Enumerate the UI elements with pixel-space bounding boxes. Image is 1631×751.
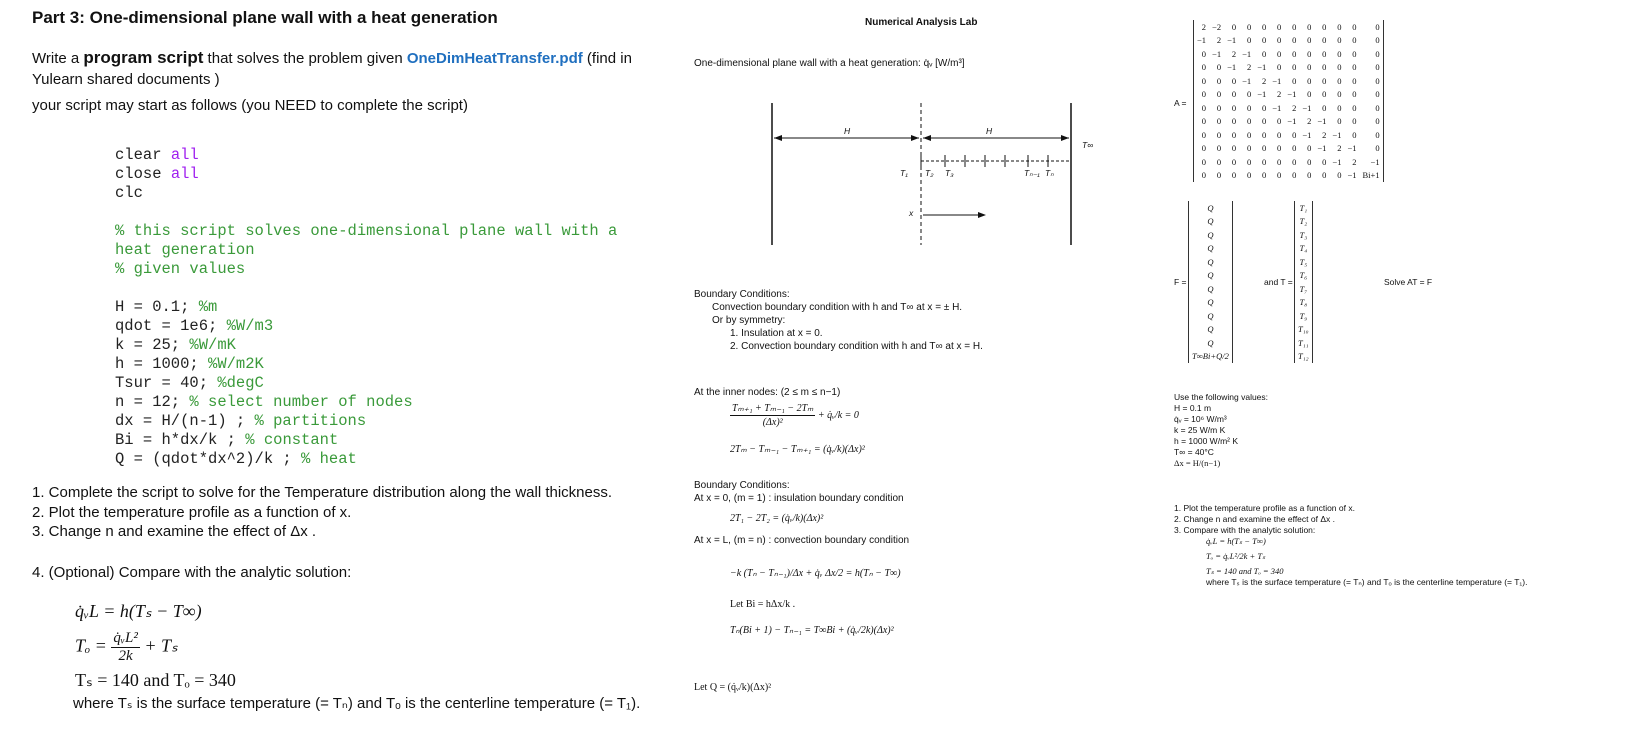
bc-block: Boundary Conditions: Convection boundary condition with h and T∞ at x = ± H. Or by symmetry: 1. Insulation at x = 0. 2. Convection boundary condition with h and T∞ at x = H. xyxy=(694,289,983,352)
matrix-A-cell: 2 xyxy=(1337,143,1342,154)
matrix-A-cell: 0 xyxy=(1216,143,1222,154)
matrix-A-cell: 0 xyxy=(1292,35,1297,46)
matrix-A-cell: 0 xyxy=(1216,75,1222,86)
matrix-A-cell: 0 xyxy=(1307,89,1312,100)
inner-eq-2: 2Tₘ − Tₘ₋₁ − Tₘ₊₁ = (q̇ᵥ/k)(Δx)² xyxy=(730,444,865,455)
matrix-A-cell: 0 xyxy=(1352,102,1357,113)
intro-bold: program script xyxy=(83,48,204,67)
F-label: F = xyxy=(1174,277,1187,287)
matrix-A-row xyxy=(1194,101,1384,115)
bc-final-eq: Tₙ(Bi + 1) − Tₙ₋₁ = T∞Bi + (q̇ᵥ/2k)(Δx)² xyxy=(730,625,894,636)
intro-line2: Yulearn shared documents ) xyxy=(32,71,220,88)
matrix-A-cell: 0 xyxy=(1277,62,1282,73)
matrix-A-cell: 0 xyxy=(1307,170,1312,181)
matrix-A-row xyxy=(1194,47,1384,61)
matrix-A-cell: 0 xyxy=(1292,75,1297,86)
vector-T-entry: T₁₂ xyxy=(1298,351,1309,362)
matrix-A-cell: 0 xyxy=(1201,62,1207,73)
inner-eq-1: $\frac{\text{Tₘ₊₁ + Tₘ₋₁ − 2Tₘ}}{\text{(Δx)²}}$ + q̇ᵥ/k = 0 xyxy=(732,403,859,428)
matrix-A-cell: 0 xyxy=(1201,89,1207,100)
matrix-A-cell: 0 xyxy=(1375,21,1380,32)
matrix-A-cell: 0 xyxy=(1201,48,1207,59)
matrix-A-cell: 0 xyxy=(1292,48,1297,59)
label-H-right: H xyxy=(986,126,993,136)
matrix-A-cell: 0 xyxy=(1337,21,1342,32)
let-bi: Let Bi = hΔx/k . xyxy=(730,599,796,610)
matrix-A-cell: −1 xyxy=(1242,48,1252,59)
matrix-A-cell: −1 xyxy=(1257,62,1267,73)
matrix-A-cell: 0 xyxy=(1277,21,1282,32)
matrix-A-cell: 0 xyxy=(1337,35,1342,46)
matrix-A-cell: 0 xyxy=(1246,21,1252,32)
bc-x0: At x = 0, (m = 1) : insulation boundary condition xyxy=(694,493,904,504)
vector-F xyxy=(1188,201,1233,363)
intro-pre: Write a xyxy=(32,50,84,67)
matrix-A-cell: 0 xyxy=(1277,35,1282,46)
matrix-A-cell: 0 xyxy=(1216,156,1222,167)
matrix-A-cell: 0 xyxy=(1352,48,1357,59)
matrix-A-cell: 0 xyxy=(1277,116,1282,127)
matrix-A-cell: 0 xyxy=(1322,170,1327,181)
matrix-A-cell: 0 xyxy=(1322,89,1327,100)
matrix-A-cell: 0 xyxy=(1375,48,1380,59)
solve-label: Solve AT = F xyxy=(1384,277,1433,287)
matrix-A-cell: 0 xyxy=(1201,156,1207,167)
matrix-A-cell: 0 xyxy=(1352,35,1357,46)
vector-F-entry: Q xyxy=(1207,256,1214,267)
matrix-A-cell: 0 xyxy=(1307,48,1312,59)
matrix-A-cell: 2 xyxy=(1216,35,1222,46)
matrix-A-cell: 0 xyxy=(1261,170,1267,181)
vector-F-entry: Q xyxy=(1207,337,1214,348)
vector-F-entry: Q xyxy=(1207,297,1214,308)
matrix-A-row xyxy=(1194,34,1384,48)
analytic-eq-1: q̇ᵥL = h(Tₛ − T∞) xyxy=(75,601,202,621)
matrix-A-cell: 0 xyxy=(1246,143,1252,154)
matrix-A-cell: 0 xyxy=(1337,89,1342,100)
matrix-A-cell: 0 xyxy=(1261,156,1267,167)
matrix-A-cell: −1 xyxy=(1212,48,1222,59)
matrix-A-cell: 0 xyxy=(1216,129,1222,140)
matrix-A-cell: 0 xyxy=(1375,89,1380,100)
matrix-A-cell: 0 xyxy=(1322,75,1327,86)
matrix-A-cell: 0 xyxy=(1307,75,1312,86)
A-label: A = xyxy=(1174,98,1187,108)
node-T1: T₁ xyxy=(900,168,908,178)
vector-F-entry: Q xyxy=(1207,324,1214,335)
right-tasks: 1. Plot the temperature profile as a function of x. 2. Change n and examine the effect of Δx . 3. Compare with the analytic solution: q̇ᵥL = h(Tₛ − T∞) Tₒ = q̇ᵥL²/2k + Tₛ Tₛ = 140 and Tₒ = 340 where Tₛ is the surface temperature (= Tₙ) and Tₒ is the centerline temperature (= T₁). xyxy=(1174,503,1528,587)
matrix-A-cell: 0 xyxy=(1337,75,1342,86)
matrix-A-cell: 0 xyxy=(1246,116,1252,127)
matrix-A-cell: 0 xyxy=(1352,75,1357,86)
matrix-A-cell: 0 xyxy=(1292,143,1297,154)
matrix-A-cell: 2 xyxy=(1307,116,1312,127)
matrix-A-row xyxy=(1194,128,1384,142)
matrix-A-cell: 0 xyxy=(1375,129,1380,140)
node-T3: T₃ xyxy=(945,168,954,178)
matrix-A-row xyxy=(1194,155,1384,169)
matrix-A-cell: 0 xyxy=(1231,89,1237,100)
matrix-A-cell: −1 xyxy=(1257,89,1267,100)
label-Tinf: T∞ xyxy=(1082,140,1094,150)
matrix-A-cell: 0 xyxy=(1337,62,1342,73)
matrix-A-cell: 0 xyxy=(1246,35,1252,46)
node-Tn-1: Tₙ₋₁ xyxy=(1024,168,1040,178)
analytic-where: where Tₛ is the surface temperature (= Tₙ) and Tₒ is the centerline temperature (= T₁). xyxy=(73,695,641,712)
matrix-A-cell: 0 xyxy=(1246,89,1252,100)
matrix-A-cell: 0 xyxy=(1231,156,1237,167)
matrix-A-cell: 0 xyxy=(1246,102,1252,113)
matrix-A-cell: 0 xyxy=(1375,143,1380,154)
vector-F-entry: Q xyxy=(1207,216,1214,227)
vector-F-entry: Q xyxy=(1207,283,1214,294)
matrix-A-cell: −1 xyxy=(1317,143,1327,154)
node-T2: T₂ xyxy=(925,168,934,178)
matrix-A-cell: 0 xyxy=(1246,156,1252,167)
matrix-A-cell: 0 xyxy=(1292,170,1297,181)
values-block: Use the following values: H = 0.1 m q̇ᵥ = 10⁶ W/m³ k = 25 W/m K h = 1000 W/m² K T∞ = 40°C Δx = H/(n−1) xyxy=(1174,392,1269,468)
matrix-A-cell: 2 xyxy=(1231,48,1237,59)
matrix-A-cell: −1 xyxy=(1242,75,1252,86)
andT-label: and T = xyxy=(1264,277,1293,287)
lab-title: Numerical Analysis Lab xyxy=(865,17,978,28)
matrix-A-cell: 0 xyxy=(1322,62,1327,73)
code-block: clear all close all clc % this script solves one-dimensional plane wall with a heat generation % given values H = 0.1; %m qdot = 1e6; %W/m3 k = 25; %W/mK h = 1000; %W/m2K Tsur = 40; %degC n = 12; % select number of nodes dx = H/(n-1) ; % partitions Bi = h*dx/k ; % constant Q = (qdot*dx^2)/k ; % heat xyxy=(115,146,618,468)
task-1: 1. Complete the script to solve for the Temperature distribution along the wall thickness. xyxy=(32,484,613,501)
bc2-title: Boundary Conditions: xyxy=(694,480,790,491)
matrix-A-cell: 0 xyxy=(1231,143,1237,154)
label-H-left: H xyxy=(844,126,851,136)
intro-paragraph xyxy=(32,47,682,90)
matrix-A-cell: −1 xyxy=(1332,156,1342,167)
matrix-A-cell: 0 xyxy=(1261,48,1267,59)
matrix-A-cell: 0 xyxy=(1201,129,1207,140)
bc-xL: At x = L, (m = n) : convection boundary condition xyxy=(694,535,910,546)
matrix-A-cell: 0 xyxy=(1292,21,1297,32)
matrix-A-cell: 0 xyxy=(1261,102,1267,113)
vector-F-entry: Q xyxy=(1207,202,1214,213)
matrix-A-row xyxy=(1194,61,1384,75)
matrix-A-cell: 0 xyxy=(1307,143,1312,154)
lab-subtitle: One-dimensional plane wall with a heat generation: q̇ᵥ [W/m³] xyxy=(694,58,965,69)
matrix-A-cell: 0 xyxy=(1261,116,1267,127)
task-list xyxy=(32,483,612,542)
analytic-eq-3: Tₛ = 140 and Tₒ = 340 xyxy=(75,670,236,690)
page-title: Part 3: One-dimensional plane wall with a heat generation xyxy=(32,8,498,27)
matrix-A-cell: 0 xyxy=(1231,170,1237,181)
matrix-A-cell: 0 xyxy=(1292,129,1297,140)
matrix-A-cell: 2 xyxy=(1352,156,1357,167)
matrix-A-cell: −1 xyxy=(1302,129,1312,140)
intro-mid: that solves the problem given xyxy=(203,50,407,67)
matrix-A-cell: 0 xyxy=(1246,129,1252,140)
vector-T xyxy=(1294,201,1313,363)
matrix-A-cell: 0 xyxy=(1307,21,1312,32)
vector-F-entry: Q xyxy=(1207,310,1214,321)
matrix-A-cell: Bi+1 xyxy=(1362,170,1380,181)
matrix-A-cell: 0 xyxy=(1216,89,1222,100)
matrix-A-cell: 0 xyxy=(1322,102,1327,113)
vector-T-entry: T₅ xyxy=(1299,256,1308,267)
vector-T-entry: T₈ xyxy=(1299,297,1308,308)
vector-T-entry: T₇ xyxy=(1299,283,1308,294)
node-Tn: Tₙ xyxy=(1045,168,1054,178)
vector-T-entry: T₃ xyxy=(1299,229,1308,240)
vector-T-entry: T₉ xyxy=(1299,310,1308,321)
vector-T-entry: T₁₀ xyxy=(1298,324,1309,335)
matrix-A-cell: 0 xyxy=(1216,170,1222,181)
matrix-A-cell: 2 xyxy=(1246,62,1252,73)
matrix-A-cell: 2 xyxy=(1261,75,1267,86)
matrix-A-cell: 0 xyxy=(1352,62,1357,73)
vector-T-entry: T₂ xyxy=(1299,216,1308,227)
matrix-A-cell: 0 xyxy=(1352,116,1357,127)
matrix-A-cell: −1 xyxy=(1347,170,1357,181)
matrix-A-cell: 0 xyxy=(1231,102,1237,113)
matrix-A-cell: 0 xyxy=(1201,116,1207,127)
matrix-A-cell: −2 xyxy=(1212,21,1222,32)
matrix-A-cell: 0 xyxy=(1307,156,1312,167)
matrix-A-cell: 0 xyxy=(1277,129,1282,140)
matrix-A-cell: −1 xyxy=(1287,116,1297,127)
inner-nodes-label: At the inner nodes: (2 ≤ m ≤ n−1) xyxy=(694,387,841,398)
matrix-A-cell: 0 xyxy=(1375,35,1380,46)
matrix-A-cell: −1 xyxy=(1347,143,1357,154)
matrix-A-cell: 0 xyxy=(1375,62,1380,73)
matrix-A-cell: 0 xyxy=(1307,35,1312,46)
matrix-A-cell: −1 xyxy=(1370,156,1380,167)
analytic-eq-2: Tₒ = $\frac{\text{q̇ᵥL²}}{2k}$ + Tₛ xyxy=(75,630,178,664)
matrix-A-cell: 0 xyxy=(1216,102,1222,113)
intro-line3: your script may start as follows (you NEED to complete the script) xyxy=(32,97,468,114)
matrix-A-cell: 0 xyxy=(1201,75,1207,86)
matrix-A-cell: 0 xyxy=(1231,116,1237,127)
matrix-A-row xyxy=(1194,169,1384,183)
matrix-A-cell: −1 xyxy=(1317,116,1327,127)
matrix-A-cell: 0 xyxy=(1261,129,1267,140)
label-x: x xyxy=(909,208,914,218)
matrix-A-cell: 0 xyxy=(1375,75,1380,86)
matrix-A-cell: 0 xyxy=(1322,21,1327,32)
matrix-A-cell: 0 xyxy=(1337,48,1342,59)
vector-F-entry: Q xyxy=(1207,243,1214,254)
matrix-A-cell: 0 xyxy=(1201,170,1207,181)
matrix-A-cell: 0 xyxy=(1231,21,1237,32)
matrix-A-cell: 0 xyxy=(1352,21,1357,32)
matrix-A-cell: 0 xyxy=(1352,129,1357,140)
matrix-A xyxy=(1193,20,1384,182)
matrix-A-cell: 0 xyxy=(1322,48,1327,59)
task-3: 3. Change n and examine the effect of Δx . xyxy=(32,523,317,540)
matrix-A-cell: 0 xyxy=(1216,62,1222,73)
bc-xL-eq: −k (Tₙ − Tₙ₋₁)/Δx + q̇ᵥ Δx/2 = h(Tₙ − T∞) xyxy=(730,568,901,579)
matrix-A-cell: 2 xyxy=(1322,129,1327,140)
matrix-A-cell: 0 xyxy=(1292,62,1297,73)
matrix-A-row xyxy=(1194,20,1384,34)
matrix-A-cell: 0 xyxy=(1231,129,1237,140)
vector-F-entry: T∞Bi+Q/2 xyxy=(1192,351,1229,362)
matrix-A-row xyxy=(1194,74,1384,88)
matrix-A-cell: 0 xyxy=(1246,170,1252,181)
matrix-A-cell: 0 xyxy=(1292,156,1297,167)
matrix-A-cell: 0 xyxy=(1375,102,1380,113)
matrix-A-cell: −1 xyxy=(1302,102,1312,113)
matrix-A-cell: 0 xyxy=(1337,170,1342,181)
matrix-A-cell: 0 xyxy=(1322,156,1327,167)
matrix-A-cell: −1 xyxy=(1287,89,1297,100)
matrix-A-cell: 2 xyxy=(1277,89,1282,100)
matrix-A-cell: 0 xyxy=(1352,89,1357,100)
matrix-A-cell: 0 xyxy=(1375,116,1380,127)
matrix-A-cell: 0 xyxy=(1231,75,1237,86)
matrix-A-cell: −1 xyxy=(1197,35,1207,46)
matrix-A-cell: 0 xyxy=(1201,102,1207,113)
task-4: 4. (Optional) Compare with the analytic solution: xyxy=(32,564,352,581)
matrix-A-cell: 0 xyxy=(1261,35,1267,46)
vector-F-entry: Q xyxy=(1207,270,1214,281)
matrix-A-cell: 0 xyxy=(1277,48,1282,59)
matrix-A-cell: 0 xyxy=(1216,116,1222,127)
matrix-A-cell: 0 xyxy=(1307,62,1312,73)
matrix-A-row xyxy=(1194,115,1384,129)
matrix-A-cell: 0 xyxy=(1261,21,1267,32)
intro-post: (find in xyxy=(582,50,632,67)
matrix-A-cell: 0 xyxy=(1322,35,1327,46)
matrix-A-cell: 0 xyxy=(1337,116,1342,127)
matrix-A-cell: 0 xyxy=(1337,102,1342,113)
matrix-A-cell: −1 xyxy=(1272,75,1282,86)
let-q: Let Q = (q̇ᵥ/k)(Δx)² xyxy=(694,682,772,693)
vector-T-entry: T₁ xyxy=(1299,202,1308,213)
vector-T-entry: T₆ xyxy=(1299,270,1308,281)
matrix-A-cell: 0 xyxy=(1277,143,1282,154)
matrix-A-row xyxy=(1194,142,1384,156)
matrix-A-cell: 0 xyxy=(1277,156,1282,167)
matrix-A-cell: 2 xyxy=(1292,102,1297,113)
matrix-A-cell: 0 xyxy=(1261,143,1267,154)
task-2: 2. Plot the temperature profile as a function of x. xyxy=(32,503,352,521)
vector-T-entry: T₄ xyxy=(1299,243,1308,254)
matrix-A-row xyxy=(1194,88,1384,102)
matrix-A-cell: −1 xyxy=(1332,129,1342,140)
matrix-A-cell: −1 xyxy=(1227,35,1237,46)
pdf-link[interactable]: OneDimHeatTransfer.pdf xyxy=(406,50,583,67)
matrix-A-cell: 0 xyxy=(1277,170,1282,181)
bc-x0-eq: 2T₁ − 2T₂ = (q̇ᵥ/k)(Δx)² xyxy=(730,513,824,524)
matrix-A-cell: 2 xyxy=(1201,21,1207,32)
matrix-A-cell: −1 xyxy=(1272,102,1282,113)
vector-F-entry: Q xyxy=(1207,229,1214,240)
matrix-A-cell: 0 xyxy=(1201,143,1207,154)
vector-T-entry: T₁₁ xyxy=(1298,337,1309,348)
matrix-A-cell: −1 xyxy=(1227,62,1237,73)
